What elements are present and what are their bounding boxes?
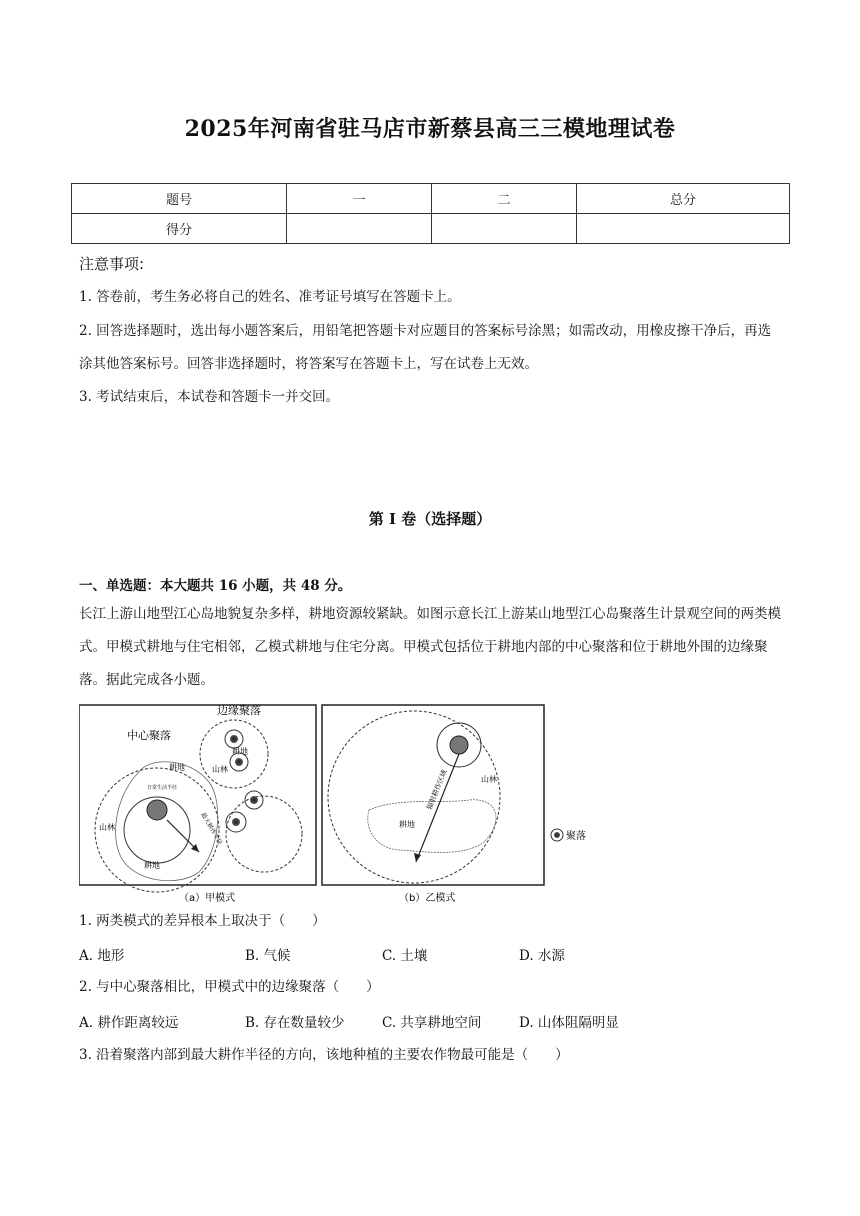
part-heading: 一、单选题：本大题共 16 小题，共 48 分。 — [79, 578, 352, 594]
score-cell-empty — [577, 214, 790, 244]
question-2-stem: 2. 与中心聚落相比，甲模式中的边缘聚落（ ） — [79, 979, 380, 995]
label-forest: 山林 — [212, 765, 228, 774]
label-forest: 山林 — [481, 775, 497, 784]
label-farmland: 耕地 — [232, 747, 248, 756]
option[interactable]: B. 存在数量较少 — [245, 1015, 345, 1031]
option[interactable]: D. 水源 — [519, 948, 565, 964]
notice-item: 3. 考试结束后，本试卷和答题卡一并交回。 — [79, 389, 340, 405]
label-center: 中心聚落 — [127, 729, 171, 742]
option[interactable]: D. 山体阻隔明显 — [519, 1015, 619, 1031]
score-table — [71, 183, 790, 244]
score-cell: 总分 — [577, 184, 790, 214]
panel-b-caption: （b）乙模式 — [399, 893, 456, 904]
notice-item: 1. 答卷前，考生务必将自己的姓名、准考证号填写在答题卡上。 — [79, 289, 461, 305]
option[interactable]: B. 气候 — [245, 948, 291, 964]
score-cell-empty — [432, 214, 577, 244]
score-table-row — [72, 214, 790, 244]
figure-legend — [551, 829, 586, 842]
option[interactable]: C. 共享耕地空间 — [382, 1015, 482, 1031]
panel-a-caption: （a）甲模式 — [179, 893, 236, 904]
label-farmland: 耕地 — [169, 763, 185, 772]
question-stem-passage: 长江上游山地型江心岛地貌复杂多样，耕地资源较紧缺。如图示意长江上游某山地型江心岛聚落生计景观空间的两类模式。甲模式耕地与住宅相邻，乙模式耕地与住宅分离。甲模式包括位于耕地内部的中心聚落和位于耕地外围的边缘聚落。据此完成各小题。 — [79, 606, 781, 688]
notice-item: 2. 回答选择题时，选出每小题答案后，用铅笔把答题卡对应题目的答案标号涂黑；如需改动，用橡皮擦干净后，再选涂其他答案标号。回答非选择题时，将答案写在答题卡上，写在试卷上无效。 — [79, 323, 772, 372]
option[interactable]: C. 土壤 — [382, 948, 428, 964]
center-settlement-dot — [147, 800, 167, 820]
option[interactable]: A. 耕作距离较远 — [79, 1015, 179, 1031]
settlement-pattern-figure — [79, 702, 599, 907]
label-forest: 山林 — [99, 823, 115, 832]
page-title: 2025年河南省驻马店市新蔡县高三三模地理试卷 — [184, 116, 676, 142]
settlement-dot — [450, 736, 468, 754]
label-farmland: 耕地 — [144, 861, 160, 870]
score-row-label: 得分 — [72, 214, 287, 244]
score-cell: 二 — [432, 184, 577, 214]
question-1-options — [79, 944, 784, 968]
panel-b — [322, 705, 544, 904]
score-cell: 一 — [287, 184, 432, 214]
label-edge: 边缘聚落 — [217, 704, 261, 717]
section-title: 第 I 卷（选择题） — [368, 510, 492, 528]
legend-label: 聚落 — [566, 831, 586, 842]
question-3-stem: 3. 沿着聚落内部到最大耕作半径的方向，该地种植的主要农作物最可能是（ ） — [79, 1047, 569, 1063]
notice-heading: 注意事项: — [79, 255, 145, 273]
label-radiate: 辐射耕作区域 — [425, 768, 449, 811]
label-max-radius: 最大耕作半径 — [199, 811, 224, 847]
option[interactable]: A. 地形 — [79, 948, 125, 964]
label-farmland: 耕地 — [399, 820, 415, 829]
panel-a — [79, 703, 316, 904]
score-table-header-row — [72, 184, 790, 214]
score-cell-empty — [287, 214, 432, 244]
question-2-options — [79, 1011, 784, 1035]
score-cell: 题号 — [72, 184, 287, 214]
question-1-stem: 1. 两类模式的差异根本上取决于（ ） — [79, 913, 326, 929]
label-life-dist: 日常生活半径 — [147, 785, 178, 791]
